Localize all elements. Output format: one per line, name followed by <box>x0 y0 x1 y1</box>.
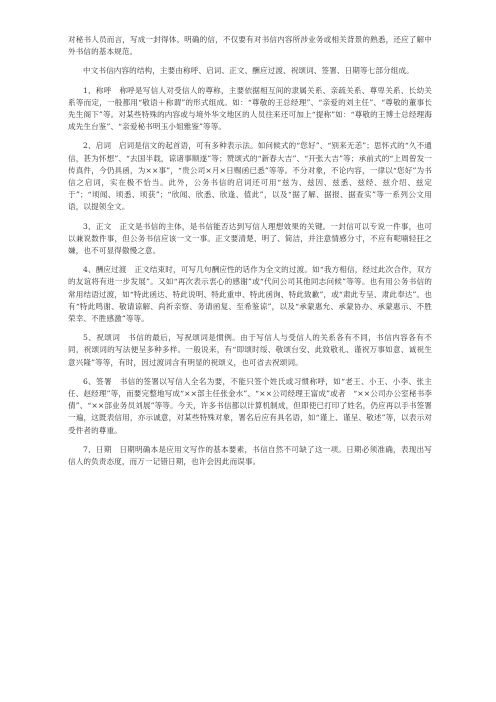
paragraph-body: 3、正文 正文是书信的主体，是书信能否达到写信人理想效果的关键。一封信可以专说一件事，也可以兼说数件事，但公务书信应该一文一事。正文要清楚、明了、简洁，并注意情感分寸，不应有呢喃轻狂之嫌，也不可显得傲慢之意。 <box>68 221 432 256</box>
paragraph-date: 7、日期 日期明确本是应用文写作的基本要素，书信自然不可缺了这一项。日期必须准确，表现出写信人的负责态度，而万一记错日期，也许会因此而误事。 <box>68 444 432 467</box>
paragraph-structure: 中文书信内容的结构，主要由称呼、启词、正文、酬应过渡、祝颂词、签署、日期等七部分组成。 <box>83 66 414 76</box>
paragraph-intro: 对秘书人员而言，写成一封得体、明确的信，不仅要有对书信内容所涉业务或相关背景的熟悉，还应了解中外书信的基本规范。 <box>68 35 432 57</box>
paragraph-salutation: 1、称呼 称呼是写信人对受信人的尊称，主要依据相互间的隶属关系、亲疏关系、尊卑关系、长幼关系等而定，一般都用“敬语＋称谓”的形式组成。如：“尊敬的王总经理”、“亲爱的刘主任”、“尊敬的董事长先生阁下”等。对某些特殊的内容或与境外华文地区的人员往来还可加上“提称”如：“尊敬的王博士总经理海成先生台鉴”、“亲爱秘书明玉小姐雅鉴”等等。 <box>68 85 432 132</box>
paragraph-opening: 2、启词 启词是信文的起首语，可有多种表示法。如问候式的“您好”、“别来无恙”；思怀式的“久不通信，甚为怀想”、“去国半载，谅诸事顺遂”等；赞颂式的“新春大吉”、“开张大吉”等；承前式的“上周曾发一传真件，今仍具函，为××事”，“贵公司×月×日赐函已悉”等等。不分对象，不论内容，一律以“您好”为书信之启词，实在极不恰当。此外，公务书信的启词还可用“兹为、兹因、兹悉、兹经、兹介绍、兹定于”；“顷闻、顷悉、顷获”；“欣闻、欣悉、欣逢、值此”，以及“据了解、据报、据查实”等一系列公文用语，以提领全文。 <box>68 141 432 212</box>
paragraph-signature: 6、签署 书信的签署以写信人全名为要，不能只签个姓氏或习惯称呼，如“老王、小王、小李、张主任、赵经理”等，而要完整地写成“××部主任张金水”、“××公司经理王富成”或者 “××公司办公室秘书李倩”、“××部业务员刘展”等等。今天，许多书信都以计算机制成，但即使已打印了姓名，仍应再以手书签署一遍，这既表信用，亦示诚意，对某些特殊对象，署名后应有具名语，如“谨上、谨呈、敬述”等，以表示对受件者的尊重。 <box>68 376 432 435</box>
paragraph-greeting: 5、祝颂词 书信的最后，写祝颂词是惯例。由于写信人与受信人的关系各有不同，书信内容各有不同，祝颂词的写法便呈多种多样。一般说来，有“即颂时绥、敬颂台安、此致敬礼、谨祝万事如意、诚祝生意兴隆”等等，有时，因过渡词含有明显的祝颂义，也可省去祝颂词。 <box>68 333 432 367</box>
paragraph-transition: 4、酬应过渡 正文结束时，可写几句酬应性的话作为全文的过渡。如“我方相信，经过此次合作，双方的友谊将有进一步发展”。又如“再次表示衷心的感谢”或“代问公司其他同志问候”等等。也有用公务书信的常用结语过渡，如“特此函达、特此说明、特此重申、特此函询、特此致歉”，或“肃此专呈、肃此奉达”。也有“特此鸣谢、敬请谅解、尚祈亲察、务请函复、至希鉴谅”，以及“承蒙惠允、承蒙协办、承蒙惠示、不胜荣幸、不胜感激”等等。 <box>68 265 432 324</box>
document-page <box>68 34 432 468</box>
